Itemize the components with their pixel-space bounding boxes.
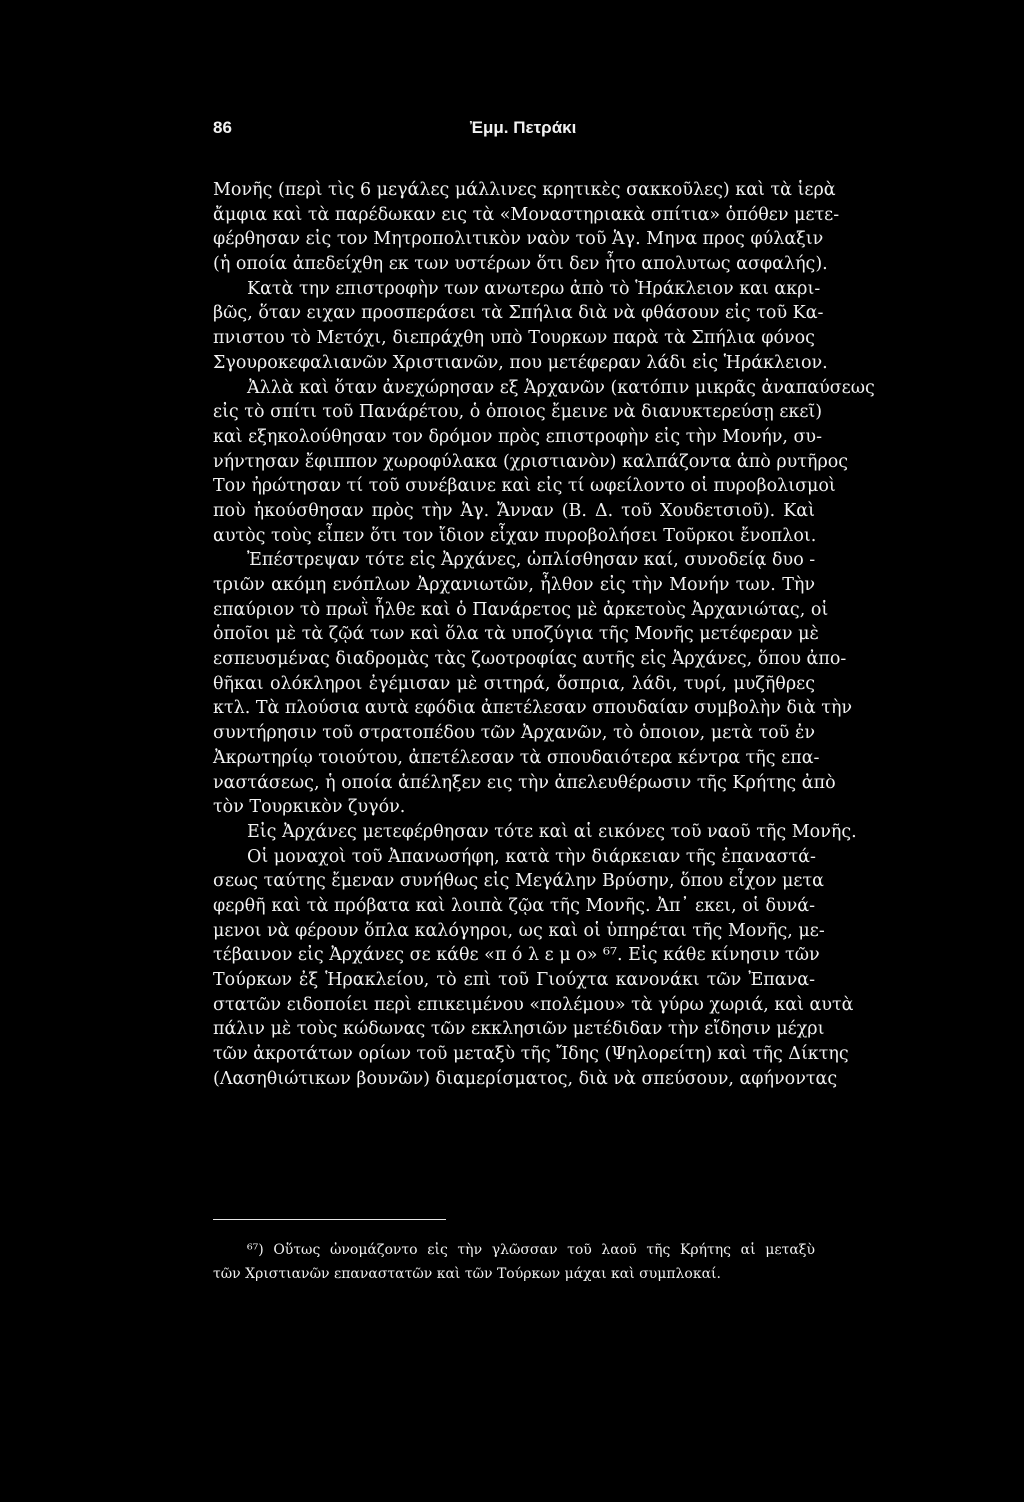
text-line: Μονῆς (περὶ τὶς 6 μεγάλες μάλλινες κρητικὲς σακκοῦλες) καὶ τὰ ἱερὰ <box>213 180 836 200</box>
text-line: επαύριον τὸ πρωῒ ἦλθε καὶ ὁ Πανάρετος μὲ ἀρκετοὺς Ἀρχανιώτας, οἱ <box>213 599 829 620</box>
text-line: Ἀλλὰ καὶ ὅταν ἀνεχώρησαν εξ Ἀρχανῶν (κατόπιν μικρᾶς ἀναπαύσεως <box>247 377 875 398</box>
page-header <box>0 118 1024 148</box>
running-title: Ἐμμ. Πετράκι <box>470 118 577 137</box>
text-line: Κατὰ την επιστροφὴν των ανωτερω ἀπὸ τὸ Ἡράκλειον και ακρι- <box>247 278 821 299</box>
text-line: φέρθησαν εἰς τον Μητροπολιτικὸν ναὸν τοῦ Ἁγ. Μηνα προς φύλαξιν <box>213 229 824 250</box>
text-line: τριῶν ακόμη ενόπλων Ἀρχανιωτῶν, ἦλθον εἰς τὴν Μονήν των. Τὴν <box>213 575 815 595</box>
text-line: πνιστου τὸ Μετόχι, διεπράχθη υπὸ Τουρκων παρὰ τὰ Σπήλια φόνος <box>213 328 815 349</box>
text-line: ὁποῖοι μὲ τὰ ζῷά των καὶ ὅλα τὰ υποζύγια τῆς Μονῆς μετέφεραν μὲ <box>213 624 819 645</box>
text-line: Οἱ μοναχοὶ τοῦ Ἀπανωσήφη, κατὰ τὴν διάρκειαν τῆς ἐπαναστά- <box>247 846 816 867</box>
text-line: Σγουροκεφαλιανῶν Χριστιανῶν, που μετέφεραν λάδι εἰς Ἡράκλειον. <box>213 352 828 373</box>
text-line: τέβαινον εἰς Ἀρχάνες σε κάθε «π ό λ ε μ ο» ⁶⁷. Εἰς κάθε κίνησιν τῶν <box>213 945 820 966</box>
text-line: εσπευσμένας διαδρομὰς τὰς ζωοτροφίας αυτῆς εἰς Ἀρχάνες, ὅπου ἀπο- <box>213 649 847 670</box>
text-line: Τον ἠρώτησαν τί τοῦ συνέβαινε καὶ εἰς τί ωφείλοντο οἱ πυροβολισμοὶ <box>213 476 836 497</box>
text-line: Τούρκων ἐξ Ἡρακλείου, τὸ επὶ τοῦ Γιούχτα κανονάκι τῶν Ἐπανα- <box>213 970 815 990</box>
text-line: πάλιν μὲ τοὺς κώδωνας τῶν εκκλησιῶν μετέδιδαν τὴν εἴδησιν μέχρι <box>213 1019 825 1040</box>
text-line: αυτὸς τοὺς εἶπεν ὅτι τον ἴδιον εἶχαν πυροβολήσει Τοῦρκοι ἔνοπλοι. <box>213 525 817 546</box>
text-line: τῶν ἀκροτάτων ορίων τοῦ μεταξὺ τῆς Ἴδης (Ψηλορείτη) καὶ τῆς Δίκτης <box>213 1044 849 1065</box>
text-line: Εἰς Ἀρχάνες μετεφέρθησαν τότε καὶ αἱ εικόνες τοῦ ναοῦ τῆς Μονῆς. <box>247 821 857 842</box>
footnote <box>213 1238 815 1286</box>
text-line: συντήρησιν τοῦ στρατοπέδου τῶν Ἀρχανῶν, τὸ ὁποιον, μετὰ τοῦ ἐν <box>213 723 815 744</box>
text-line: τὸν Τουρκικὸν ζυγόν. <box>213 797 406 818</box>
footnote-line: ⁶⁷) Οὕτως ὠνομάζοντο εἰς τὴν γλῶσσαν τοῦ λαοῦ τῆς Κρήτης αἱ μεταξὺ <box>247 1242 815 1258</box>
text-line: κτλ. Τὰ πλούσια αυτὰ εφόδια ἀπετέλεσαν σπουδαίαν συμβολὴν διὰ τὴν <box>213 698 853 719</box>
footnote-rule <box>213 1219 446 1220</box>
text-line: στατῶν ειδοποίει περὶ επικειμένου «πολέμου» τὰ γύρω χωριά, καὶ αυτὰ <box>213 994 854 1015</box>
text-line: ποὺ ἠκούσθησαν πρὸς τὴν Ἁγ. Ἄνναν (Β. Δ. τοῦ Χουδετσιοῦ). Καὶ <box>213 500 815 521</box>
text-line: ἄμφια καὶ τὰ παρέδωκαν εις τὰ «Μοναστηριακὰ σπίτια» ὁπόθεν μετε- <box>213 204 840 225</box>
text-line: (ἡ οποία ἀπεδείχθη εκ των υστέρων ὅτι δεν ἦτο απολυτως ασφαλής). <box>213 254 828 275</box>
text-line: νήντησαν ἔφιππον χωροφύλακα (χριστιανὸν) καλπάζοντα ἀπὸ ρυτῆρος <box>213 451 849 472</box>
text-line: Ἀκρωτηρίῳ τοιούτου, ἀπετέλεσαν τὰ σπουδαιότερα κέντρα τῆς επα- <box>213 747 820 768</box>
text-line: Ἐπέστρεψαν τότε εἰς Ἀρχάνες, ὡπλίσθησαν καί, συνοδείᾳ δυο - <box>247 550 816 571</box>
page-number: 86 <box>213 118 232 137</box>
text-line: βῶς, ὅταν ειχαν προσπεράσει τὰ Σπήλια διὰ νὰ φθάσουν εἰς τοῦ Κα- <box>213 303 824 324</box>
body-text <box>213 178 875 1091</box>
text-line: μενοι νὰ φέρουν ὅπλα καλόγηροι, ως καὶ οἱ ὑπηρέται τῆς Μονῆς, με- <box>213 920 825 941</box>
text-line: φερθῆ καὶ τὰ πρόβατα καὶ λοιπὰ ζῷα τῆς Μονῆς. Ἀπ᾽ εκει, οἱ δυνά- <box>213 895 815 916</box>
text-line: σεως ταύτης ἔμεναν συνήθως εἰς Μεγάλην Βρύσην, ὅπου εἶχον μετα <box>213 871 824 892</box>
text-line: εἰς τὸ σπίτι τοῦ Πανάρέτου, ὁ ὁποιος ἔμεινε νὰ διανυκτερεύσῃ εκεῖ) <box>213 402 823 423</box>
text-line: (Λασηθιώτικων βουνῶν) διαμερίσματος, διὰ νὰ σπεύσουν, αφήνοντας <box>213 1068 838 1089</box>
text-line: θῆκαι ολόκληροι ἐγέμισαν μὲ σιτηρά, ὄσπρια, λάδι, τυρί, μυζῆθρες <box>213 673 815 694</box>
footnote-line: τῶν Χριστιανῶν επαναστατῶν καὶ τῶν Τούρκων μάχαι καὶ συμπλοκαί. <box>213 1266 721 1282</box>
text-line: ναστάσεως, ἡ οποία ἀπέληξεν εις τὴν ἀπελευθέρωσιν τῆς Κρήτης ἀπὸ <box>213 772 836 793</box>
text-line: καὶ εξηκολούθησαν τον δρόμον πρὸς επιστροφὴν εἰς τὴν Μονήν, συ- <box>213 426 822 447</box>
